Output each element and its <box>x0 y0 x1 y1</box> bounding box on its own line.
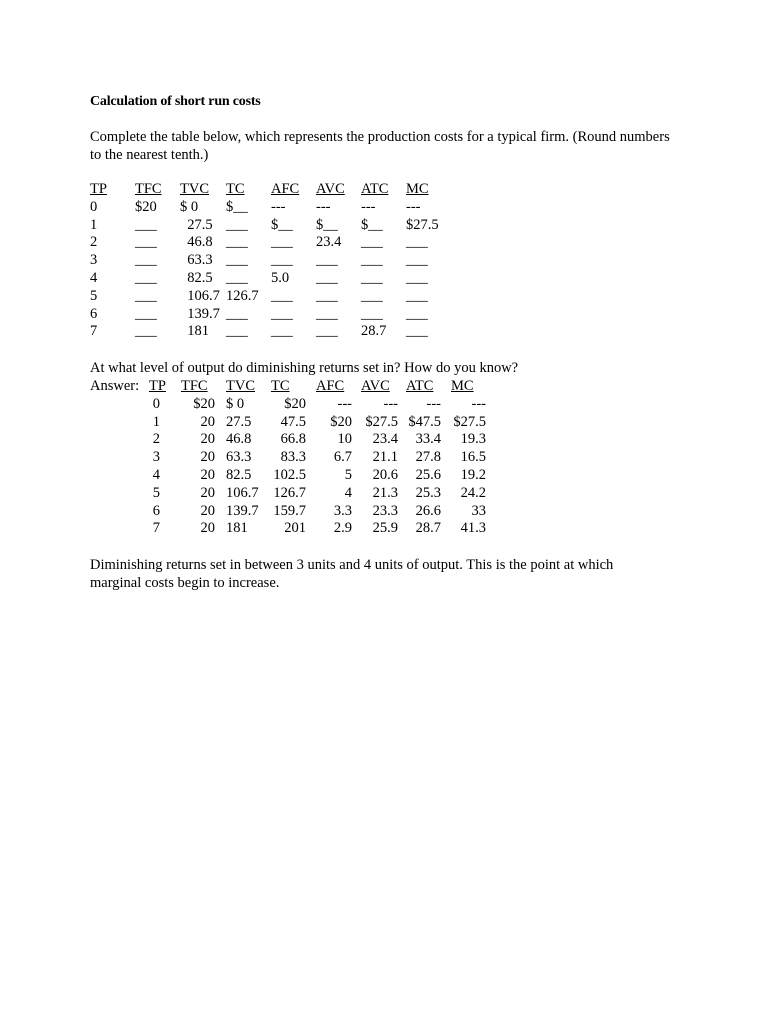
table-cell-tp: 7 <box>152 520 160 537</box>
table-cell-atc: $47.5 <box>408 413 441 430</box>
column-header-afc: AFC <box>316 378 345 394</box>
table-cell-tvc: 63.3 <box>226 449 252 466</box>
table-cell-tc: ___ <box>226 323 248 340</box>
table-cell-tfc: ___ <box>135 216 157 233</box>
table-cell-tc: $20 <box>284 395 306 412</box>
table-cell-tvc: 139.7 <box>226 502 259 519</box>
table-cell-avc: $27.5 <box>365 413 398 430</box>
table-cell-tc: 66.8 <box>280 431 306 448</box>
table-cell-tfc: 20 <box>200 431 215 448</box>
table-cell-afc: ___ <box>271 305 293 322</box>
table-cell-atc: 33.4 <box>415 431 441 448</box>
answer-label: Answer: <box>90 378 140 394</box>
table-cell-avc: --- <box>316 198 331 215</box>
table-cell-tc: $__ <box>226 198 248 215</box>
table-cell-avc: 23.3 <box>372 502 398 519</box>
column-header-tfc: TFC <box>181 378 208 394</box>
table-cell-mc: 41.3 <box>460 520 486 537</box>
table-cell-atc: 28.7 <box>415 520 441 537</box>
table-cell-tp: 7 <box>90 323 98 340</box>
table-cell-tc: ___ <box>226 270 248 286</box>
table-cell-afc: 10 <box>337 431 352 448</box>
table-cell-atc: ___ <box>361 270 383 286</box>
table-cell-tp: 4 <box>90 270 98 286</box>
table-cell-tvc: 82.5 <box>226 467 252 483</box>
table-cell-tc: 126.7 <box>226 287 259 304</box>
table-cell-tp: 0 <box>152 395 160 412</box>
table-cell-mc: $27.5 <box>406 216 439 233</box>
table-cell-avc: ___ <box>316 270 338 286</box>
question-text: At what level of output do diminishing returns set in? How do you know? <box>90 360 519 376</box>
table-cell-tfc: ___ <box>135 234 157 251</box>
table-cell-tp: 5 <box>90 287 98 304</box>
column-header-tc: TC <box>271 378 290 394</box>
table-cell-afc: --- <box>271 198 286 215</box>
table-cell-tc: ___ <box>226 305 248 322</box>
table-cell-mc: ___ <box>406 287 428 304</box>
table-cell-afc: ___ <box>271 234 293 251</box>
table-cell-avc: 25.9 <box>372 520 398 537</box>
table-cell-tfc: 20 <box>200 449 215 466</box>
table-cell-mc: $27.5 <box>453 413 486 430</box>
table-cell-mc: 19.2 <box>460 467 486 483</box>
table-cell-tvc: 46.8 <box>180 234 213 251</box>
table-cell-tp: 0 <box>90 198 98 215</box>
table-cell-tvc: 82.5 <box>180 270 213 286</box>
table-cell-afc: 5 <box>344 467 352 483</box>
table-cell-tfc: ___ <box>135 287 157 304</box>
table-cell-tp: 1 <box>90 216 98 233</box>
column-header-tvc: TVC <box>180 181 209 197</box>
column-header-atc: ATC <box>406 378 434 394</box>
table-cell-avc: ___ <box>316 323 338 340</box>
table-cell-tp: 2 <box>90 234 98 251</box>
table-cell-mc: 16.5 <box>460 449 486 466</box>
column-header-afc: AFC <box>271 181 300 197</box>
column-header-avc: AVC <box>361 378 390 394</box>
table-cell-tfc: 20 <box>200 520 215 537</box>
table-cell-tfc: $20 <box>193 395 215 412</box>
table-cell-afc: 2.9 <box>333 520 352 537</box>
table-cell-tvc: $ 0 <box>226 395 245 412</box>
table-cell-afc: 5.0 <box>271 270 290 286</box>
table-cell-tvc: $ 0 <box>180 198 199 215</box>
table-cell-tc: 47.5 <box>280 413 306 430</box>
table-cell-mc: 24.2 <box>460 484 486 501</box>
table-cell-avc: 21.1 <box>372 449 398 466</box>
table-cell-tfc: 20 <box>200 467 215 483</box>
table-cell-tc: 159.7 <box>273 502 306 519</box>
table-cell-tfc: 20 <box>200 502 215 519</box>
table-cell-tfc: ___ <box>135 270 157 286</box>
table-cell-avc: 21.3 <box>372 484 398 501</box>
column-header-tp: TP <box>149 378 166 394</box>
table-cell-tp: 5 <box>152 484 160 501</box>
table-cell-atc: $__ <box>361 216 383 233</box>
table-cell-atc: ___ <box>361 252 383 269</box>
table-cell-atc: 25.3 <box>415 484 441 501</box>
table-cell-avc: 23.4 <box>316 234 342 251</box>
table-cell-tvc: 106.7 <box>226 484 259 501</box>
table-cell-mc: ___ <box>406 305 428 322</box>
table-cell-tfc: 20 <box>200 413 215 430</box>
table-cell-atc: --- <box>361 198 376 215</box>
column-header-mc: MC <box>451 378 474 394</box>
table-cell-tp: 1 <box>152 413 160 430</box>
table-cell-mc: ___ <box>406 270 428 286</box>
table-cell-tvc: 139.7 <box>180 305 220 322</box>
intro-paragraph: Complete the table below, which represents the production costs for a typical firm. (Round numbers to the nearest tenth.) <box>90 129 670 163</box>
table-cell-mc: 33 <box>471 502 486 519</box>
table-cell-afc: ___ <box>271 252 293 269</box>
table-cell-tfc: $20 <box>135 198 157 215</box>
table-cell-tc: 102.5 <box>273 467 306 483</box>
table-cell-mc: 19.3 <box>460 431 486 448</box>
document-title: Calculation of short run costs <box>90 94 261 109</box>
table-cell-tvc: 181 <box>226 520 248 537</box>
column-header-tc: TC <box>226 181 245 197</box>
table-cell-avc: --- <box>383 395 398 412</box>
table-cell-afc: ___ <box>271 287 293 304</box>
table-cell-mc: ___ <box>406 252 428 269</box>
table-cell-tvc: 27.5 <box>226 413 252 430</box>
table-cell-tfc: ___ <box>135 323 157 340</box>
table-cell-afc: 6.7 <box>333 449 352 466</box>
column-header-tfc: TFC <box>135 181 162 197</box>
column-header-tvc: TVC <box>226 378 255 394</box>
column-header-avc: AVC <box>316 181 345 197</box>
table-cell-atc: ___ <box>361 305 383 322</box>
table-cell-tvc: 106.7 <box>180 287 220 304</box>
table-cell-tp: 3 <box>90 252 98 269</box>
table-cell-atc: 27.8 <box>415 449 441 466</box>
table-cell-afc: --- <box>337 395 352 412</box>
table-cell-tfc: 20 <box>200 484 215 501</box>
table-cell-tc: ___ <box>226 252 248 269</box>
table-cell-avc: ___ <box>316 252 338 269</box>
table-cell-afc: $20 <box>330 413 352 430</box>
table-cell-tc: 83.3 <box>280 449 306 466</box>
table-cell-atc: 25.6 <box>415 467 441 483</box>
table-cell-tvc: 46.8 <box>226 431 252 448</box>
table-cell-tp: 6 <box>152 502 160 519</box>
table-cell-mc: ___ <box>406 323 428 340</box>
table-cell-tc: ___ <box>226 216 248 233</box>
column-header-atc: ATC <box>361 181 389 197</box>
table-cell-afc: 4 <box>344 484 352 501</box>
table-cell-tc: ___ <box>226 234 248 251</box>
table-cell-mc: --- <box>471 395 486 412</box>
table-cell-mc: ___ <box>406 234 428 251</box>
table-cell-tvc: 181 <box>180 323 209 340</box>
table-cell-mc: --- <box>406 198 421 215</box>
table-cell-avc: 23.4 <box>372 431 398 448</box>
table-cell-tc: 126.7 <box>273 484 306 501</box>
table-cell-afc: 3.3 <box>333 502 352 519</box>
table-cell-avc: 20.6 <box>372 467 398 483</box>
table-cell-atc: --- <box>426 395 441 412</box>
table-cell-afc: $__ <box>271 216 293 233</box>
table-cell-atc: ___ <box>361 287 383 304</box>
table-cell-avc: ___ <box>316 287 338 304</box>
table-cell-tvc: 63.3 <box>180 252 213 269</box>
table-cell-tp: 6 <box>90 305 98 322</box>
table-cell-atc: 28.7 <box>361 323 387 340</box>
table-cell-atc: ___ <box>361 234 383 251</box>
table-cell-tp: 2 <box>152 431 160 448</box>
table-cell-tp: 3 <box>152 449 160 466</box>
table-cell-tfc: ___ <box>135 305 157 322</box>
table-cell-afc: ___ <box>271 323 293 340</box>
column-header-tp: TP <box>90 181 107 197</box>
table-cell-tc: 201 <box>284 520 306 537</box>
table-cell-tp: 4 <box>152 467 160 483</box>
table-cell-tfc: ___ <box>135 252 157 269</box>
table-cell-avc: $__ <box>316 216 338 233</box>
table-cell-avc: ___ <box>316 305 338 322</box>
column-header-mc: MC <box>406 181 429 197</box>
table-cell-atc: 26.6 <box>415 502 441 519</box>
conclusion-paragraph: Diminishing returns set in between 3 units and 4 units of output. This is the point at which marginal costs begin to increase. <box>90 557 614 591</box>
table-cell-tvc: 27.5 <box>180 216 213 233</box>
